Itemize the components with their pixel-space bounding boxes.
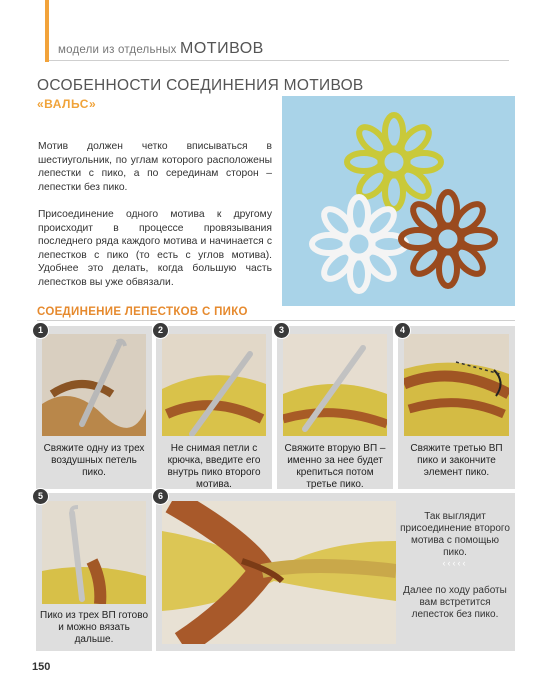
motifs-photo [282,96,515,306]
step-caption-1: Свяжите одну из трех воздушных петель пико. [43,443,145,478]
header-accent-bar [45,0,49,62]
step-panel-3 [277,326,393,489]
step-panel-6 [156,493,515,651]
header-rule [49,60,509,61]
page-title: ОСОБЕННОСТИ СОЕДИНЕНИЯ МОТИВОВ [37,77,364,94]
step-photo-4 [404,334,509,436]
step-panel-2 [156,326,272,489]
step-number-1: 1 [32,322,49,339]
section-rule [37,320,515,321]
step-photo-5 [42,501,146,604]
arrows-divider: ‹‹‹‹‹ [442,558,468,568]
step-caption-3: Свяжите вторую ВП – именно за нее будет крепиться потом третье пико. [284,443,386,490]
side-note-2: Далее по ходу работы вам встретится лепесток без пико. [403,585,507,620]
step-panel-4 [398,326,515,489]
step-photo-3 [283,334,387,436]
side-note-1: Так выглядит присоединение второго мотива с помощью пико. [400,511,510,558]
section-title: СОЕДИНЕНИЕ ЛЕПЕСТКОВ С ПИКО [37,306,248,318]
step-photo-2 [162,334,266,436]
step-caption-4: Свяжите третью ВП пико и закончите элемент пико. [410,443,503,478]
running-header [58,40,264,58]
step-photo-6 [162,501,396,644]
step-panel-1 [36,326,152,489]
header-prefix: модели из отдельных [58,44,177,56]
step-photo-1 [42,334,146,436]
step-number-2: 2 [152,322,169,339]
step-number-5: 5 [32,488,49,505]
step-number-4: 4 [394,322,411,339]
paragraph-1: Мотив должен четко вписываться в шестиугольник, по углам которого расположены лепестки с пико, а по серединам сторон – лепестки без пико. [38,141,272,193]
paragraph-2: Присоединение одного мотива к другому происходит в процессе провязывания последнего ряда каждого мотива и начинается с лепестков с пико (то есть с углов мотива). Удобнее это делать, когда большую часть лепестков вы уже обвязали. [38,209,272,288]
step-caption-5: Пико из трех ВП готово и можно вязать дальше. [40,610,149,645]
step-caption-2: Не снимая петли с крючка, введите его внутрь пико второго мотива. [167,443,261,490]
step-number-6: 6 [152,488,169,505]
page-number: 150 [32,661,51,673]
step-panel-5 [36,493,152,651]
step-number-3: 3 [273,322,290,339]
header-title: МОТИВОВ [180,40,264,57]
page-subtitle: «ВАЛЬС» [37,97,97,111]
